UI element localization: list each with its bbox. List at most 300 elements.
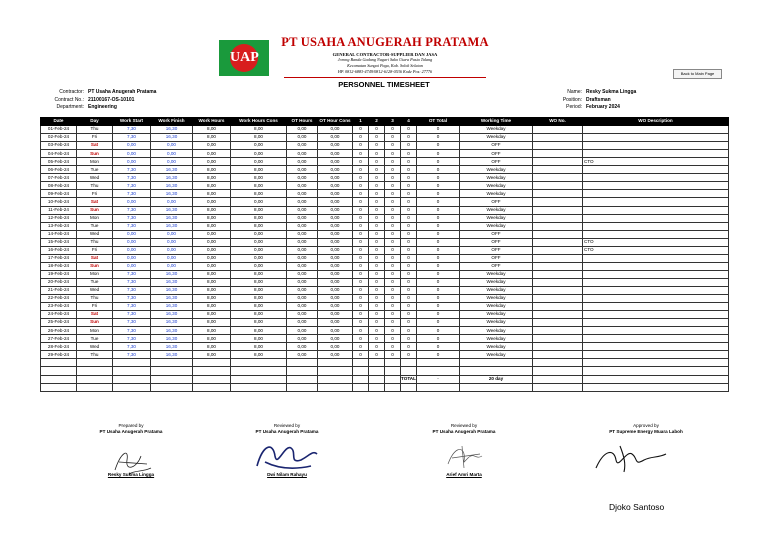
table-cell: 0,00	[287, 319, 318, 327]
table-cell: 0	[417, 335, 460, 343]
table-row	[41, 238, 729, 246]
table-cell: 0	[417, 327, 460, 335]
position-value: Draftsman	[586, 96, 611, 103]
table-cell: 0	[353, 311, 369, 319]
table-cell: 0,00	[318, 230, 353, 238]
table-cell: Weekday	[460, 166, 533, 174]
table-cell: 0,00	[318, 150, 353, 158]
table-cell: 0,00	[113, 246, 151, 254]
table-cell: Weekday	[460, 222, 533, 230]
table-cell: Weekday	[460, 335, 533, 343]
table-cell	[41, 367, 77, 375]
table-cell: 0	[385, 190, 401, 198]
table-cell: 0	[417, 166, 460, 174]
table-cell	[318, 383, 353, 391]
table-cell: 20-Feb-24	[41, 278, 77, 286]
table-cell: 05-Feb-24	[41, 158, 77, 166]
table-cell: 16,30	[151, 222, 193, 230]
table-cell: 0,00	[318, 198, 353, 206]
table-cell	[533, 198, 583, 206]
table-cell: 0	[417, 206, 460, 214]
table-cell: 0,00	[193, 230, 231, 238]
table-row	[41, 206, 729, 214]
table-cell: 0	[353, 150, 369, 158]
column-header: Date	[41, 118, 77, 126]
table-cell: 0	[417, 295, 460, 303]
table-cell	[533, 222, 583, 230]
table-cell: 0	[369, 286, 385, 294]
table-cell: 0	[385, 134, 401, 142]
table-cell	[533, 150, 583, 158]
table-cell: 0	[417, 126, 460, 134]
table-cell: 0	[417, 230, 460, 238]
table-cell	[533, 359, 583, 367]
table-cell	[401, 367, 417, 375]
table-cell	[385, 359, 401, 367]
table-cell: 0	[353, 214, 369, 222]
table-cell: 16,30	[151, 182, 193, 190]
table-cell: 0,00	[287, 270, 318, 278]
table-cell	[533, 295, 583, 303]
table-cell: 0	[401, 343, 417, 351]
table-cell	[113, 375, 151, 383]
table-cell: 0,00	[231, 246, 287, 254]
table-cell: 0	[385, 270, 401, 278]
table-cell: 08-Feb-24	[41, 182, 77, 190]
table-cell: 0	[401, 303, 417, 311]
page-title: PERSONNEL TIMESHEET	[338, 80, 430, 89]
table-cell: 8,00	[231, 174, 287, 182]
table-cell: 8,00	[193, 214, 231, 222]
table-cell: 7,30	[113, 319, 151, 327]
table-cell	[533, 134, 583, 142]
table-cell: 0	[385, 278, 401, 286]
table-cell: 0	[401, 278, 417, 286]
table-cell	[533, 343, 583, 351]
signature-org: PT Usaha Anugerah Pratama	[255, 429, 319, 434]
table-cell: 0	[401, 198, 417, 206]
table-cell: 8,00	[193, 190, 231, 198]
table-cell: Fri	[77, 303, 113, 311]
table-cell: 0	[353, 319, 369, 327]
table-cell: 0	[353, 327, 369, 335]
table-cell: 0	[417, 214, 460, 222]
table-cell: 8,00	[193, 174, 231, 182]
table-cell: 0,00	[193, 158, 231, 166]
table-cell	[533, 230, 583, 238]
total-row	[41, 375, 729, 383]
table-cell: 0	[369, 206, 385, 214]
table-cell: 8,00	[231, 166, 287, 174]
table-cell: 0	[353, 198, 369, 206]
table-cell: 0,00	[113, 238, 151, 246]
table-cell: 0,00	[287, 295, 318, 303]
table-cell: CTO	[583, 238, 729, 246]
table-cell: 0	[385, 166, 401, 174]
table-cell: 0	[385, 286, 401, 294]
table-cell: 0	[369, 295, 385, 303]
signature-org: PT Usaha Anugerah Pratama	[432, 429, 496, 434]
table-cell: 0,00	[318, 254, 353, 262]
table-row	[41, 295, 729, 303]
table-cell: 0	[353, 166, 369, 174]
table-cell: 0	[385, 319, 401, 327]
table-cell: Sun	[77, 319, 113, 327]
table-cell: Sat	[77, 142, 113, 150]
table-cell: OFF	[460, 246, 533, 254]
table-cell: 0,00	[318, 262, 353, 270]
table-cell: 0,00	[113, 150, 151, 158]
table-cell: 0	[385, 262, 401, 270]
table-cell: 0	[401, 126, 417, 134]
table-cell: 0,00	[287, 311, 318, 319]
table-cell: 0,00	[287, 150, 318, 158]
table-cell: 0	[369, 158, 385, 166]
table-cell	[41, 375, 77, 383]
table-cell	[533, 206, 583, 214]
table-cell: 0,00	[318, 158, 353, 166]
table-cell: 0,00	[151, 246, 193, 254]
table-cell	[533, 262, 583, 270]
table-cell	[193, 359, 231, 367]
approver-name: Djoko Santoso	[609, 502, 665, 512]
table-cell: 0,00	[113, 158, 151, 166]
signature-person: Resky Sukma Lingga	[107, 472, 155, 477]
table-cell: 03-Feb-24	[41, 142, 77, 150]
table-cell: 28-Feb-24	[41, 343, 77, 351]
table-cell	[533, 190, 583, 198]
table-cell: 15-Feb-24	[41, 238, 77, 246]
table-cell	[231, 375, 287, 383]
table-cell: 16,30	[151, 295, 193, 303]
table-cell: 0	[353, 270, 369, 278]
table-cell: 0	[353, 335, 369, 343]
table-cell: 0,00	[287, 190, 318, 198]
table-row	[41, 335, 729, 343]
table-cell	[287, 383, 318, 391]
table-cell: Mon	[77, 214, 113, 222]
signature-image	[251, 438, 321, 474]
period-value: February 2024	[586, 104, 620, 110]
table-cell	[231, 383, 287, 391]
table-cell: 0	[353, 278, 369, 286]
table-cell	[369, 383, 385, 391]
table-cell: 0,00	[318, 303, 353, 311]
table-cell: 0	[353, 238, 369, 246]
meta-label: Period:	[566, 104, 582, 110]
table-cell: 0	[417, 319, 460, 327]
table-cell: 7,30	[113, 174, 151, 182]
table-cell: 7,30	[113, 166, 151, 174]
back-to-main-button[interactable]: Back to Main Page	[673, 69, 722, 79]
table-cell: 16,30	[151, 311, 193, 319]
table-cell	[417, 383, 460, 391]
table-cell: 0	[369, 214, 385, 222]
table-cell: 0	[417, 150, 460, 158]
column-header: Work Start	[113, 118, 151, 126]
table-row-empty	[41, 383, 729, 391]
table-row	[41, 327, 729, 335]
table-cell	[193, 367, 231, 375]
table-cell: 7,30	[113, 311, 151, 319]
table-cell: 19-Feb-24	[41, 270, 77, 278]
table-cell: 0	[385, 238, 401, 246]
table-cell: 8,00	[231, 270, 287, 278]
table-cell: 0	[385, 182, 401, 190]
table-cell: 0	[369, 343, 385, 351]
table-cell: 0	[385, 206, 401, 214]
table-cell	[583, 134, 729, 142]
table-row	[41, 343, 729, 351]
table-cell: 0,00	[231, 230, 287, 238]
table-cell: 0,00	[287, 134, 318, 142]
table-cell: 0,00	[287, 238, 318, 246]
table-row	[41, 286, 729, 294]
company-logo	[219, 40, 269, 76]
department-value: Engineering	[88, 104, 117, 110]
table-cell: 27-Feb-24	[41, 335, 77, 343]
table-cell	[533, 158, 583, 166]
table-cell: 0,00	[287, 351, 318, 359]
table-cell: Fri	[77, 190, 113, 198]
table-cell	[41, 359, 77, 367]
table-cell: 0	[401, 295, 417, 303]
table-cell	[583, 166, 729, 174]
table-cell: Weekday	[460, 126, 533, 134]
table-cell	[318, 359, 353, 367]
table-cell: 0,00	[287, 206, 318, 214]
table-cell: Wed	[77, 174, 113, 182]
table-cell: 0	[417, 142, 460, 150]
table-cell	[231, 359, 287, 367]
table-cell: 0,00	[318, 190, 353, 198]
table-cell: 29-Feb-24	[41, 351, 77, 359]
table-cell: 10-Feb-24	[41, 198, 77, 206]
table-cell: 0,00	[287, 303, 318, 311]
table-cell: OFF	[460, 158, 533, 166]
table-cell: 0	[353, 303, 369, 311]
table-cell: 0,00	[318, 278, 353, 286]
table-cell	[193, 375, 231, 383]
table-cell: Weekday	[460, 343, 533, 351]
table-cell	[533, 126, 583, 134]
table-cell: 0	[401, 270, 417, 278]
table-cell: 0	[385, 158, 401, 166]
table-cell: 0	[417, 254, 460, 262]
table-cell: 0,00	[318, 246, 353, 254]
table-cell: Weekday	[460, 311, 533, 319]
table-row	[41, 142, 729, 150]
table-cell: 0,00	[113, 142, 151, 150]
company-header	[270, 35, 500, 78]
table-row	[41, 214, 729, 222]
table-cell: OFF	[460, 230, 533, 238]
table-cell: 0,00	[318, 142, 353, 150]
table-row	[41, 174, 729, 182]
table-cell: 0	[385, 174, 401, 182]
table-cell	[77, 383, 113, 391]
table-cell: 0,00	[151, 238, 193, 246]
table-cell: 0	[417, 190, 460, 198]
table-cell: 16,30	[151, 134, 193, 142]
table-cell	[583, 303, 729, 311]
table-cell	[533, 174, 583, 182]
table-cell	[533, 335, 583, 343]
table-cell: 0	[401, 230, 417, 238]
table-cell: 0	[385, 254, 401, 262]
table-cell: 26-Feb-24	[41, 327, 77, 335]
table-cell: 16,30	[151, 335, 193, 343]
table-cell: 8,00	[231, 351, 287, 359]
table-cell: 0	[353, 182, 369, 190]
table-cell: 21-Feb-24	[41, 286, 77, 294]
table-cell: Fri	[77, 246, 113, 254]
table-cell	[583, 278, 729, 286]
table-cell	[583, 375, 729, 383]
table-cell: 0,00	[113, 262, 151, 270]
header-divider	[284, 77, 486, 78]
table-cell: 8,00	[231, 182, 287, 190]
column-header: 1	[353, 118, 369, 126]
table-cell: 7,30	[113, 335, 151, 343]
ot-total-value: -	[417, 375, 460, 383]
table-cell: 8,00	[193, 319, 231, 327]
table-cell: 0	[369, 150, 385, 158]
table-cell	[583, 254, 729, 262]
table-cell: 0	[369, 278, 385, 286]
table-cell	[231, 367, 287, 375]
column-header: OT Hours	[287, 118, 318, 126]
table-cell: 0	[385, 295, 401, 303]
table-cell: 16,30	[151, 174, 193, 182]
name-value: Resky Sukma Lingga	[586, 89, 637, 95]
signature-person: Dwi Nilam Rahayu	[267, 472, 307, 477]
table-cell: 7,30	[113, 134, 151, 142]
table-cell: 13-Feb-24	[41, 222, 77, 230]
total-label: TOTAL	[401, 375, 417, 383]
table-cell	[533, 303, 583, 311]
table-cell	[401, 359, 417, 367]
table-cell: 0	[353, 222, 369, 230]
table-cell: 0	[401, 190, 417, 198]
table-row	[41, 134, 729, 142]
table-cell: Sat	[77, 198, 113, 206]
table-cell	[533, 238, 583, 246]
table-cell	[151, 367, 193, 375]
table-cell: 0,00	[151, 230, 193, 238]
table-cell: 0	[401, 311, 417, 319]
table-cell: Thu	[77, 351, 113, 359]
column-header: OT Total	[417, 118, 460, 126]
table-cell	[583, 351, 729, 359]
table-cell: 0	[401, 262, 417, 270]
table-cell: 0	[369, 246, 385, 254]
table-cell: 0	[385, 198, 401, 206]
table-cell: 8,00	[231, 190, 287, 198]
table-cell: 0	[369, 270, 385, 278]
signature-role: Reviewed by	[450, 423, 478, 428]
table-row	[41, 246, 729, 254]
table-cell: 16,30	[151, 303, 193, 311]
table-cell	[583, 230, 729, 238]
table-cell: 0	[385, 230, 401, 238]
table-cell: 0,00	[287, 327, 318, 335]
working-time-total: 20 day	[460, 375, 533, 383]
table-cell	[417, 367, 460, 375]
column-header: 2	[369, 118, 385, 126]
table-cell: 0	[401, 166, 417, 174]
table-cell: 0,00	[231, 150, 287, 158]
table-cell: 0	[353, 158, 369, 166]
address-line: HP. 0812-6883-4749/0812-6128-0536 Kode Pos: 27776	[337, 69, 433, 74]
table-cell	[533, 270, 583, 278]
table-cell: 0,00	[318, 174, 353, 182]
table-cell	[287, 367, 318, 375]
table-cell	[385, 367, 401, 375]
table-row-empty	[41, 359, 729, 367]
table-cell	[583, 150, 729, 158]
table-row	[41, 262, 729, 270]
table-cell: 0	[401, 327, 417, 335]
table-cell: 8,00	[231, 343, 287, 351]
table-cell: 0	[385, 126, 401, 134]
signature-org: PT Supreme Energy Muara Laboh	[609, 429, 683, 434]
table-cell: 8,00	[193, 126, 231, 134]
table-cell: 7,30	[113, 214, 151, 222]
table-cell: 16,30	[151, 286, 193, 294]
table-cell: 0,00	[193, 254, 231, 262]
table-cell: Sat	[77, 254, 113, 262]
table-cell	[583, 182, 729, 190]
table-cell	[583, 126, 729, 134]
table-cell	[583, 295, 729, 303]
table-cell: 0,00	[287, 142, 318, 150]
table-header-row	[41, 118, 729, 126]
table-cell: Wed	[77, 286, 113, 294]
table-cell: 0,00	[193, 246, 231, 254]
table-cell: 8,00	[193, 270, 231, 278]
table-cell: 0	[401, 286, 417, 294]
table-cell: Weekday	[460, 327, 533, 335]
table-cell	[583, 190, 729, 198]
table-cell: 0	[385, 303, 401, 311]
table-cell	[77, 359, 113, 367]
table-cell: 0,00	[231, 158, 287, 166]
table-cell	[417, 359, 460, 367]
table-cell: 0	[353, 262, 369, 270]
table-cell	[385, 383, 401, 391]
table-cell: 0	[369, 319, 385, 327]
table-cell: 0,00	[287, 254, 318, 262]
contractor-value: PT Usaha Anugerah Pratama	[88, 89, 157, 95]
table-row	[41, 303, 729, 311]
table-cell: 0,00	[318, 351, 353, 359]
table-cell: 0	[369, 335, 385, 343]
table-cell: 0,00	[318, 270, 353, 278]
table-cell: 0	[417, 182, 460, 190]
timesheet-table	[40, 117, 729, 392]
table-cell: 0	[401, 246, 417, 254]
table-cell: 0	[353, 246, 369, 254]
table-row	[41, 198, 729, 206]
table-cell: 23-Feb-24	[41, 303, 77, 311]
table-cell: Weekday	[460, 206, 533, 214]
table-cell: 0	[353, 254, 369, 262]
table-cell: OFF	[460, 262, 533, 270]
table-cell: 0	[369, 311, 385, 319]
table-row	[41, 166, 729, 174]
table-cell: 0,00	[318, 206, 353, 214]
